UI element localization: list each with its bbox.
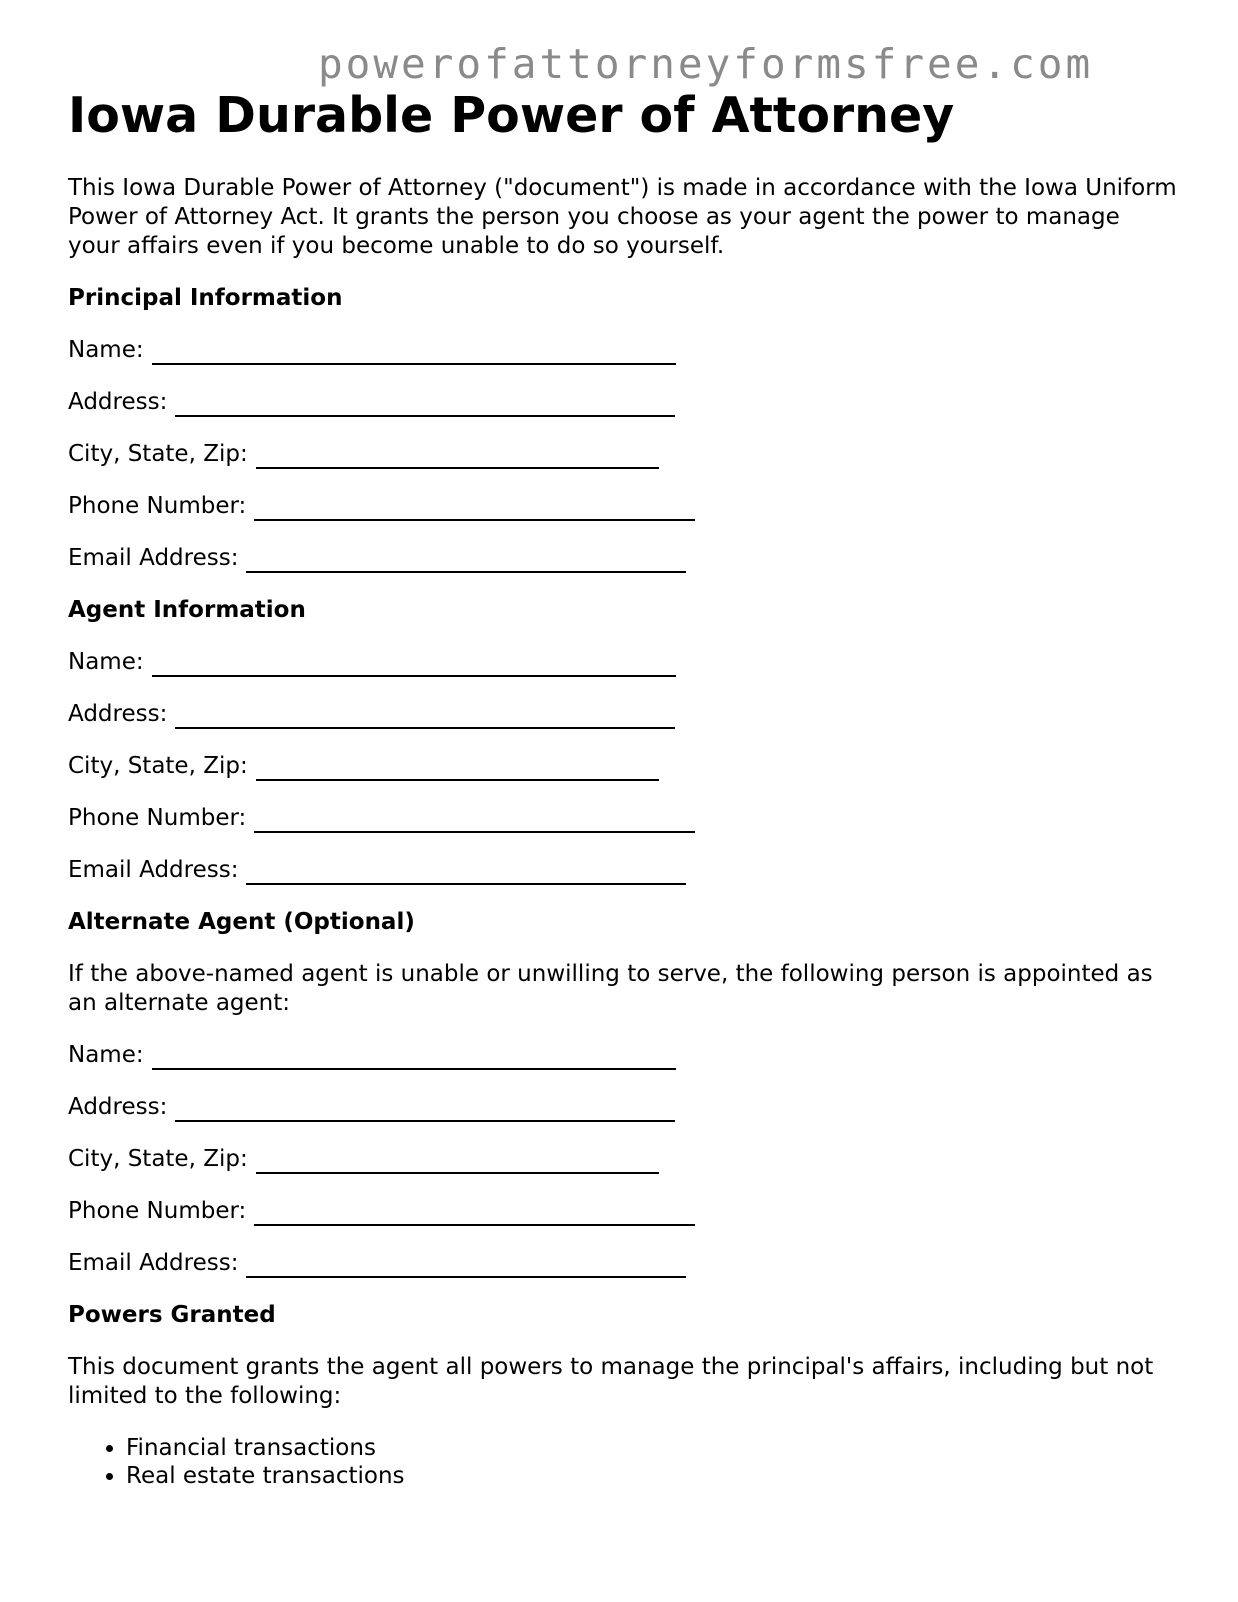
agent-name-blank[interactable]	[152, 651, 676, 677]
alternate-address-blank[interactable]	[175, 1096, 675, 1122]
intro-paragraph: This Iowa Durable Power of Attorney ("document") is made in accordance with the Iowa Uniform Power of Attorney Act. It grants the person you choose as your agent the power to manage your affairs even if you become unable to do so yourself.	[68, 175, 1177, 259]
field-label: City, State, Zip:	[68, 441, 248, 467]
field-label: Address:	[68, 389, 168, 415]
watermark: powerofattorneyformsfree.com	[318, 40, 1094, 88]
page-title: Iowa Durable Power of Attorney	[68, 87, 955, 144]
alternate-address-field	[68, 1093, 1178, 1122]
alternate-city-state-zip-blank[interactable]	[256, 1148, 659, 1174]
principal-city-state-zip-field	[68, 440, 1178, 469]
alternate-phone-field	[68, 1197, 1178, 1226]
principal-address-blank[interactable]	[175, 391, 675, 417]
principal-phone-blank[interactable]	[254, 495, 695, 521]
field-label: Phone Number:	[68, 493, 247, 519]
principal-phone-field	[68, 492, 1178, 521]
alternate-name-blank[interactable]	[152, 1044, 676, 1070]
field-label: City, State, Zip:	[68, 1146, 248, 1172]
principal-heading: Principal Information	[68, 285, 343, 311]
list-item: • Real estate transactions	[126, 1462, 1178, 1490]
alternate-name-field	[68, 1041, 1178, 1070]
agent-heading: Agent Information	[68, 597, 306, 623]
alternate-agent-text: If the above-named agent is unable or unwilling to serve, the following person is appointed as an alternate agent:	[68, 961, 1153, 1016]
agent-address-field	[68, 700, 1178, 729]
principal-city-state-zip-blank[interactable]	[256, 443, 659, 469]
agent-phone-field	[68, 804, 1178, 833]
agent-city-state-zip-field	[68, 752, 1178, 781]
alternate-city-state-zip-field	[68, 1145, 1178, 1174]
principal-name-blank[interactable]	[152, 339, 676, 365]
powers-list	[68, 1434, 1178, 1490]
principal-email-field	[68, 544, 1178, 573]
powers-heading: Powers Granted	[68, 1302, 276, 1328]
principal-name-field	[68, 336, 1178, 365]
agent-name-field	[68, 648, 1178, 677]
alternate-agent-heading: Alternate Agent (Optional)	[68, 909, 415, 935]
powers-text: This document grants the agent all powers to manage the principal's affairs, including but not limited to the following:	[68, 1354, 1154, 1409]
field-label: Phone Number:	[68, 805, 247, 831]
alternate-phone-blank[interactable]	[254, 1200, 695, 1226]
field-label: Phone Number:	[68, 1198, 247, 1224]
field-label: Address:	[68, 701, 168, 727]
alternate-email-field	[68, 1249, 1178, 1278]
field-label: Email Address:	[68, 1250, 239, 1276]
principal-email-blank[interactable]	[246, 547, 686, 573]
field-label: Address:	[68, 1094, 168, 1120]
agent-phone-blank[interactable]	[254, 807, 695, 833]
list-item: • Financial transactions	[126, 1434, 1178, 1462]
field-label: Email Address:	[68, 857, 239, 883]
agent-address-blank[interactable]	[175, 703, 675, 729]
agent-email-blank[interactable]	[246, 859, 686, 885]
agent-email-field	[68, 856, 1178, 885]
agent-city-state-zip-blank[interactable]	[256, 755, 659, 781]
field-label: City, State, Zip:	[68, 753, 248, 779]
field-label: Name:	[68, 337, 144, 363]
field-label: Name:	[68, 649, 144, 675]
field-label: Name:	[68, 1042, 144, 1068]
document-body	[68, 84, 1178, 1490]
alternate-email-blank[interactable]	[246, 1252, 686, 1278]
principal-address-field	[68, 388, 1178, 417]
field-label: Email Address:	[68, 545, 239, 571]
